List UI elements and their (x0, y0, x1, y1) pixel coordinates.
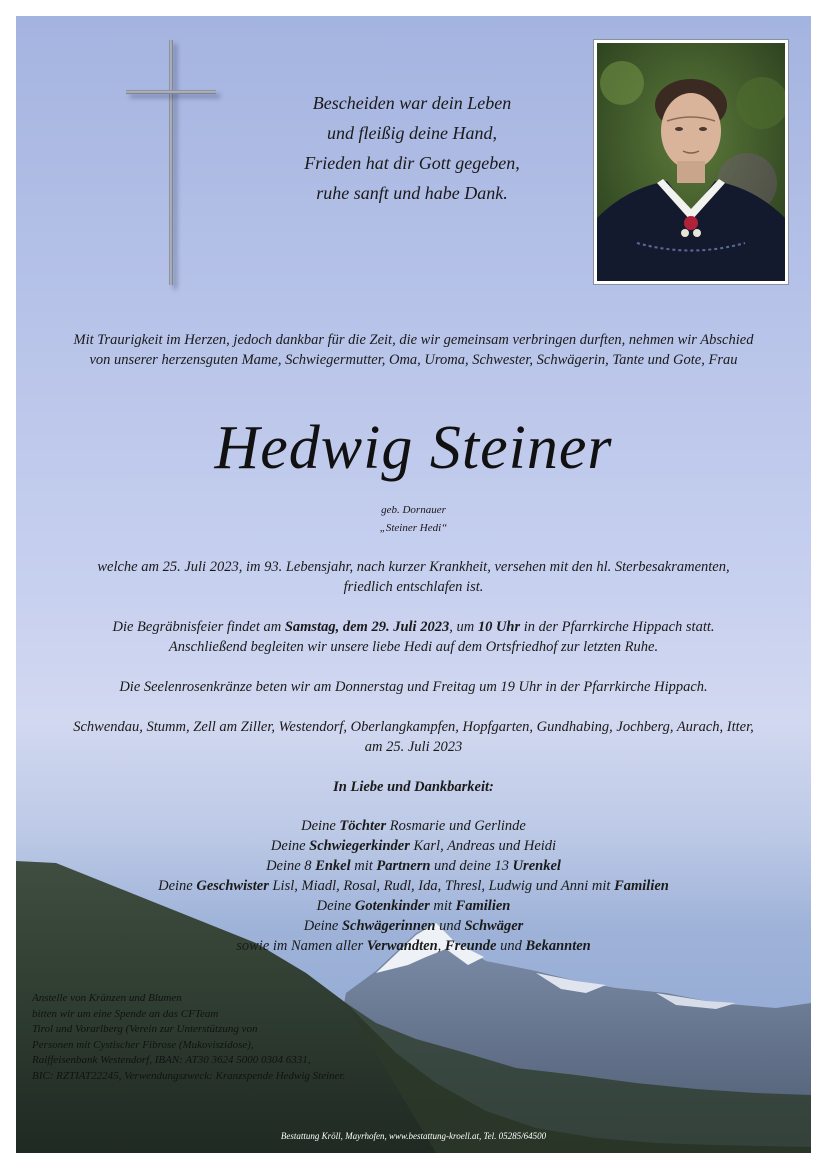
rosary-info (30, 677, 797, 697)
places-line: Schwendau, Stumm, Zell am Ziller, Westendorf, Oberlangkampfen, Hopfgarten, Gundhabing, Jochberg, Aurach, Itter, (73, 719, 754, 735)
mourner-line: Deine Gotenkinder mit Familien (316, 898, 511, 914)
mourner-line: Deine Schwägerinnen und Schwäger (303, 918, 524, 934)
intro-line: Mit Traurigkeit im Herzen, jedoch dankbar für die Zeit, die wir gemeinsam verbringen durften, nehmen wir Abschied (73, 332, 754, 348)
birth-name-block (266, 501, 561, 537)
mourners-list (76, 816, 751, 956)
memorial-poem (252, 88, 572, 208)
rosary-line: Die Seelenrosenkränze beten wir am Donnerstag und Freitag um 19 Uhr in der Pfarrkirche Hippach. (119, 679, 708, 695)
poem-line: und fleißig deine Hand, (327, 123, 497, 143)
mourner-line: Deine Töchter Rosmarie und Gerlinde (301, 818, 526, 834)
death-notice-line: welche am 25. Juli 2023, im 93. Lebensjahr, nach kurzer Krankheit, versehen mit den hl. Sterbesakramenten, (97, 559, 730, 575)
death-notice (30, 557, 797, 597)
intro-line: von unserer herzensguten Mame, Schwiegermutter, Oma, Uroma, Schwester, Schwägerin, Tante und Gote, Frau (89, 352, 738, 368)
funeral-line-2: Anschließend begleiten wir unsere liebe Hedi auf dem Ortsfriedhof zur letzten Ruhe. (168, 639, 659, 655)
deceased-name: Hedwig Steiner (214, 414, 613, 482)
donation-line: BIC: RZTIAT22245, Verwendungszweck: Kranzspende Hedwig Steiner. (32, 1069, 346, 1082)
intro-text (30, 330, 797, 370)
poem-line: ruhe sanft und habe Dank. (316, 183, 508, 203)
funeral-date: Samstag, dem 29. Juli 2023 (284, 619, 450, 635)
mourner-line: sowie im Namen aller Verwandten, Freunde und Bekannten (236, 938, 591, 954)
mourners-heading: In Liebe und Dankbarkeit: (333, 779, 494, 795)
portrait-photo (594, 40, 788, 284)
nickname: „Steiner Hedi“ (379, 522, 448, 534)
donation-line: bitten wir um eine Spende an das CFTeam (32, 1007, 219, 1020)
date-line: am 25. Juli 2023 (364, 739, 463, 755)
portrait-illustration (597, 43, 785, 281)
funeral-time: 10 Uhr (477, 619, 521, 635)
funeral-line: Die Begräbnisfeier findet am Samstag, dem 29. Juli 2023, um 10 Uhr in der Pfarrkirche Hippach statt. (112, 619, 715, 635)
donation-line: Personen mit Cystischer Fibrose (Mukoviszidose), (32, 1038, 254, 1051)
poem-line: Frieden hat dir Gott gegeben, (304, 153, 520, 173)
mourners-heading-block (30, 777, 797, 797)
cross-icon (126, 40, 218, 290)
death-notice-line: friedlich entschlafen ist. (343, 579, 484, 595)
donation-line: Anstelle von Kränzen und Blumen (32, 992, 182, 1004)
funeral-home-footer: Bestattung Kröll, Mayrhofen, www.bestattung-kroell.at, Tel. 05285/64500 (280, 1131, 547, 1141)
places-date (30, 717, 797, 757)
mourner-line: Deine Geschwister Lisl, Miadl, Rosal, Rudl, Ida, Thresl, Ludwig und Anni mit Familien (158, 878, 669, 894)
mourner-line: Deine Schwiegerkinder Karl, Andreas und Heidi (270, 838, 557, 854)
birth-name: geb. Dornauer (381, 504, 446, 516)
donation-line: Tirol und Vorarlberg (Verein zur Unterstützung von (32, 1023, 258, 1035)
donation-line: Raiffeisenbank Westendorf, IBAN: AT30 3624 5000 0304 6331, (32, 1054, 311, 1066)
funeral-info (30, 617, 797, 657)
donation-note (32, 991, 462, 1084)
poem-line: Bescheiden war dein Leben (312, 93, 512, 113)
mourner-line: Deine 8 Enkel mit Partnern und deine 13 Urenkel (266, 858, 561, 874)
parte-card (16, 16, 811, 1153)
